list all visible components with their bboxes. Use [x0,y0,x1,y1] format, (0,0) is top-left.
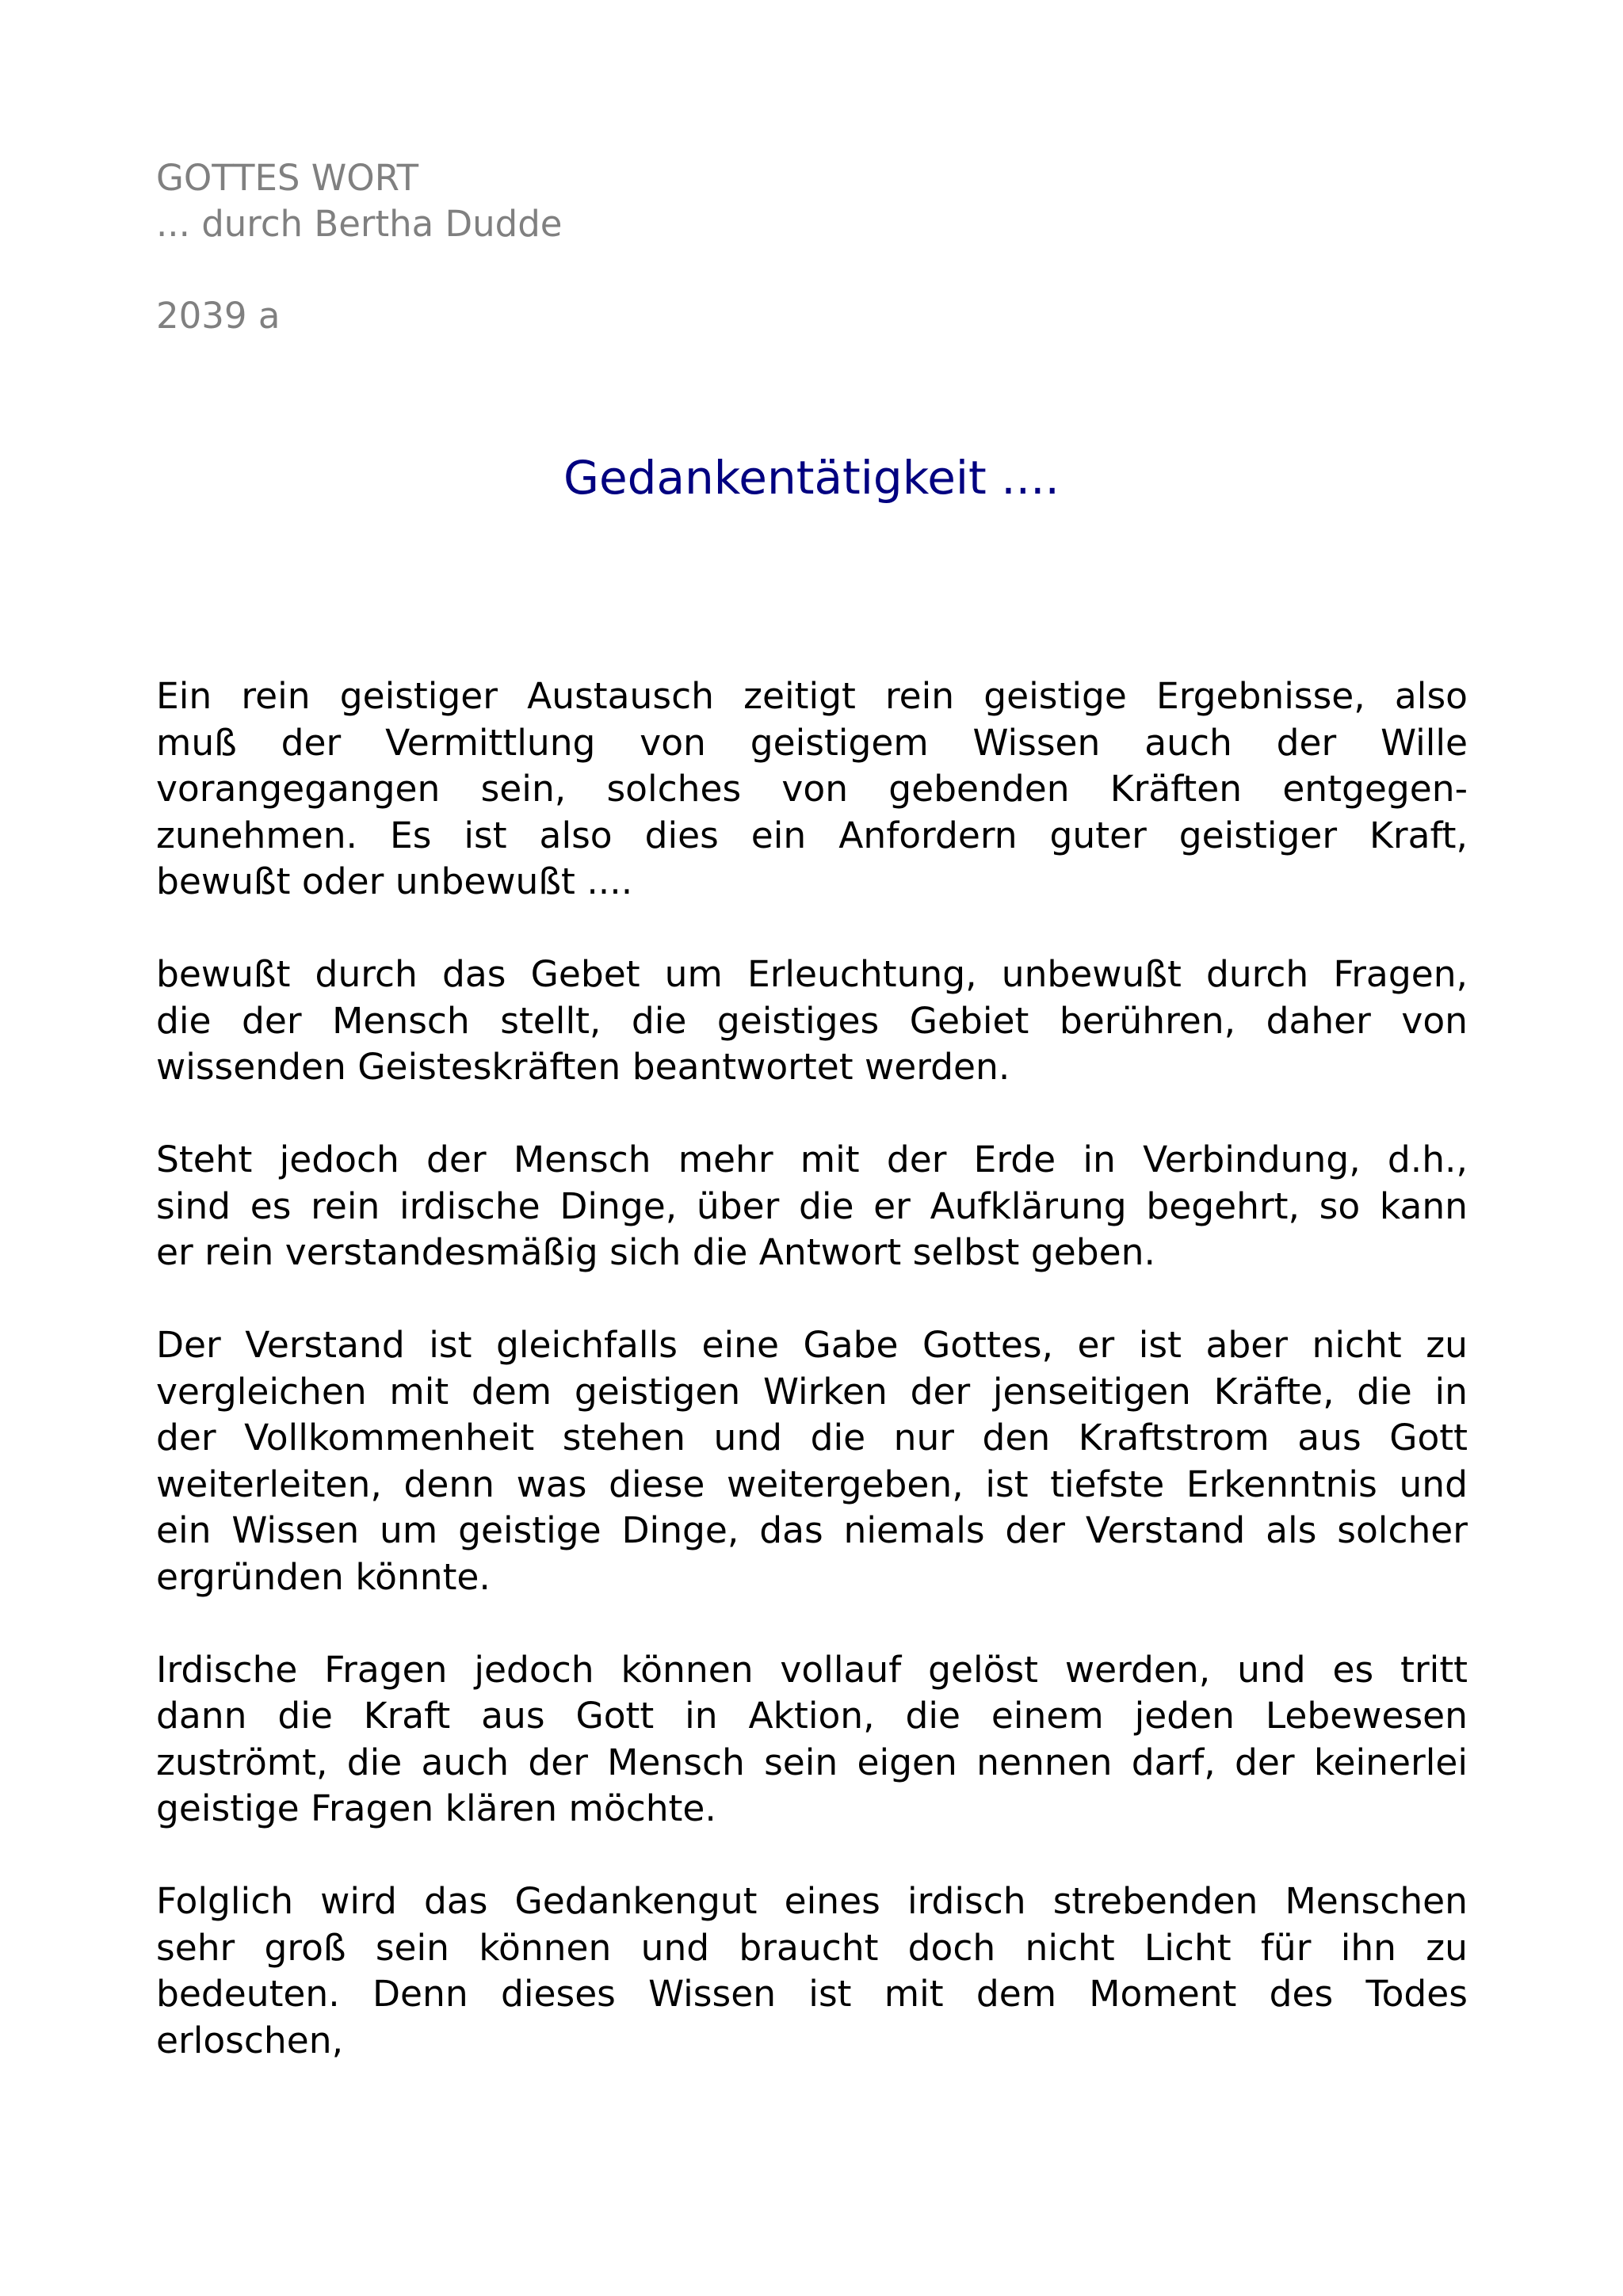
paragraph-line: Steht jedoch der Mensch mehr mit der Erde in Verbindung, d.h., [156,1138,1468,1180]
paragraph [156,1322,1468,1600]
paragraph-line: bewußt durch das Gebet um Erleuchtung, unbewußt durch Fragen, [156,953,1468,995]
paragraph-line: ein Wissen um geistige Dinge, das niemals der Verstand als solcher [156,1509,1468,1551]
paragraph-line: dann die Kraft aus Gott in Aktion, die einem jeden Lebewesen [156,1695,1468,1737]
paragraph [156,673,1468,906]
paragraph-line: die der Mensch stellt, die geistiges Gebiet berühren, daher von [156,999,1468,1042]
paragraph-line: zuströmt, die auch der Mensch sein eigen nennen darf, der keinerlei [156,1741,1468,1783]
paragraph-line: Irdische Fragen jedoch können vollauf gelöst werden, und es tritt [156,1648,1468,1691]
paragraph-line: sind es rein irdische Dinge, über die er Aufklärung begehrt, so kann [156,1184,1468,1227]
paragraph [156,952,1468,1091]
paragraph-line: sehr groß sein können und braucht doch nicht Licht für ihn zu [156,1926,1468,1969]
paragraph-line: wissenden Geisteskräften beantwortet werden. [156,1046,1010,1088]
header-author: ... durch Bertha Dudde [156,203,563,245]
paragraph-line: Folglich wird das Gedankengut eines irdisch strebenden Menschen [156,1880,1468,1922]
paragraph-line: muß der Vermittlung von geistigem Wissen auch der Wille [156,721,1468,764]
paragraph-line: Der Verstand ist gleichfalls eine Gabe Gottes, er ist aber nicht zu [156,1324,1468,1366]
paragraph [156,1137,1468,1276]
paragraph-line: erloschen, [156,2019,344,2061]
paragraph-line: er rein verstandesmäßig sich die Antwort selbst geben. [156,1231,1155,1273]
document-header [156,155,562,339]
paragraph [156,1647,1468,1833]
document-body [156,673,1468,2111]
document-title: Gedankentätigkeit .... [563,451,1060,505]
paragraph [156,1878,1468,2064]
paragraph-line: Ein rein geistiger Austausch zeitigt rein geistige Ergebnisse, also [156,675,1468,717]
paragraph-line: der Vollkommenheit stehen und die nur den Kraftstrom aus Gott [156,1417,1468,1459]
paragraph-line: zunehmen. Es ist also dies ein Anfordern guter geistiger Kraft, [156,814,1468,856]
paragraph-line: weiterleiten, denn was diese weitergeben, ist tiefste Erkenntnis und [156,1463,1468,1505]
header-source: GOTTES WORT [156,157,419,199]
paragraph-line: geistige Fragen klären möchte. [156,1787,716,1829]
message-number: 2039 a [156,295,281,337]
paragraph-line: vorangegangen sein, solches von gebenden Kräften entgegen- [156,768,1468,810]
paragraph-line: bedeuten. Denn dieses Wissen ist mit dem Moment des Todes [156,1973,1468,2015]
paragraph-line: ergründen könnte. [156,1555,491,1598]
paragraph-line: vergleichen mit dem geistigen Wirken der jenseitigen Kräfte, die in [156,1370,1468,1413]
paragraph-line: bewußt oder unbewußt .... [156,860,633,902]
